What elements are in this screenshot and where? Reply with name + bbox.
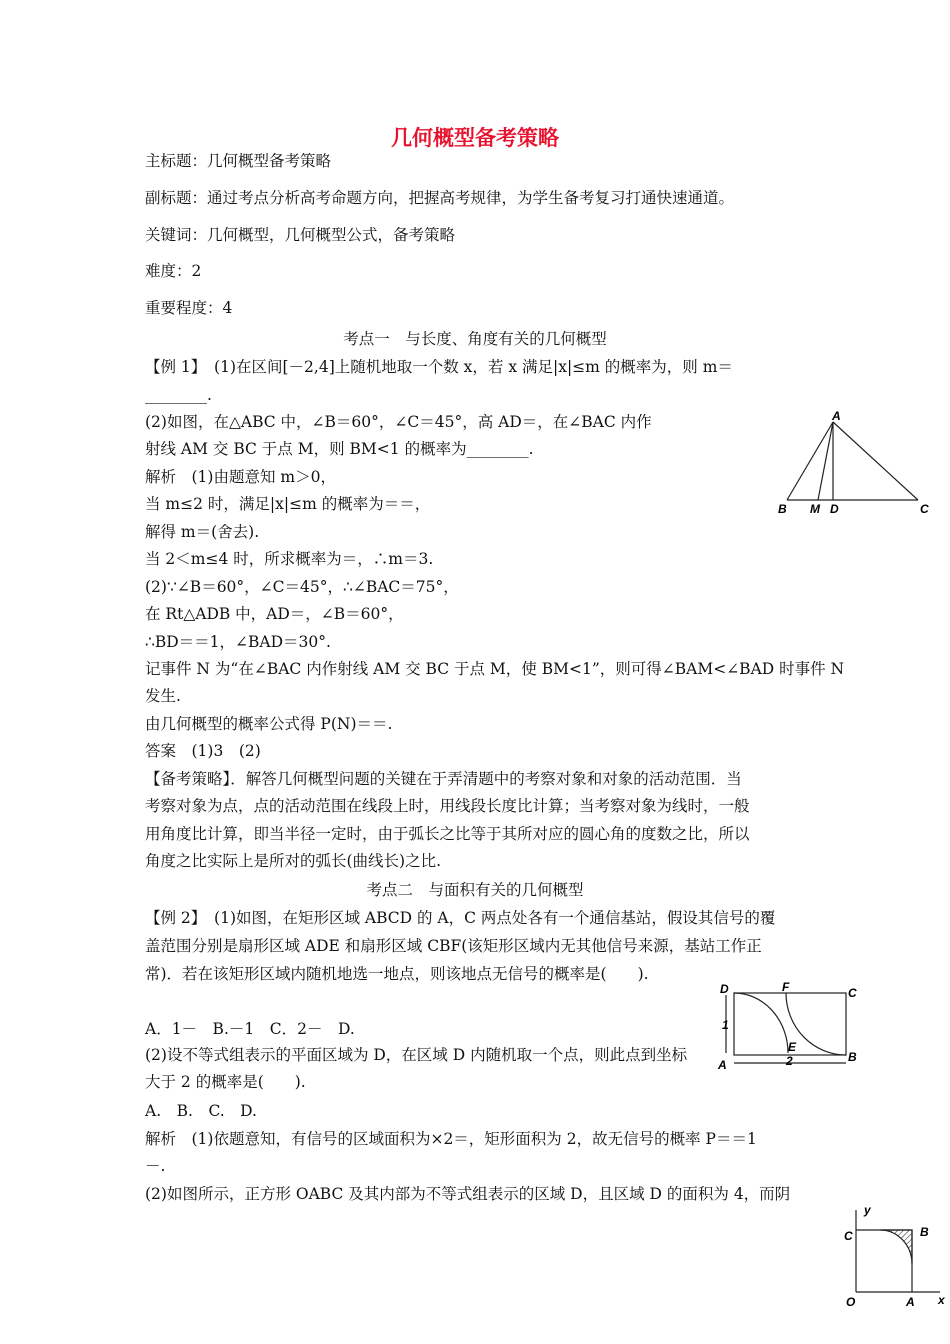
label-y: y — [864, 1203, 871, 1217]
s1-line: 用角度比计算，即当半径一定时，由于弧长之比等于其所对应的圆心角的度数之比，所以 — [145, 825, 750, 843]
label-D: D — [830, 502, 839, 516]
s1-line: 考察对象为点，点的活动范围在线段上时，用线段长度比计算；当考察对象为线时，一般 — [145, 797, 750, 815]
keywords-line: 关键词：几何概型，几何概型公式，备考策略 — [145, 226, 456, 244]
label-F: F — [782, 980, 790, 994]
s1-line: (2)∵∠B＝60°，∠C＝45°，∴∠BAC＝75°， — [145, 578, 459, 596]
label-M: M — [810, 502, 820, 516]
label-O: O — [846, 1295, 856, 1309]
s1-line: 发生. — [145, 687, 181, 705]
subtitle-line: 副标题：通过考点分析高考命题方向，把握高考规律，为学生备考复习打通快速通道。 — [145, 189, 735, 207]
s2-line: 盖范围分别是扇形区域 ADE 和扇形区域 CBF(该矩形区域内无其他信号来源，基站工作正 — [145, 937, 762, 955]
s2-line: 常)．若在该矩形区域内随机地选一地点，则该地点无信号的概率是( ). — [145, 965, 649, 983]
label-B: B — [920, 1225, 929, 1239]
s1-line: 射线 AM 交 BC 于点 M，则 BM<1 的概率为________. — [145, 440, 534, 458]
coordinate-figure — [820, 1203, 950, 1314]
s2-line: 【例 2】 (1)如图，在矩形区域 ABCD 的 A，C 两点处各有一个通信基站，假设其信号的覆 — [145, 909, 776, 927]
section1-heading: 考点一 与长度、角度有关的几何概型 — [343, 330, 607, 348]
label-A: A — [906, 1295, 915, 1309]
main-title-line: 主标题：几何概型备考策略 — [145, 152, 332, 170]
section2-heading: 考点二 与面积有关的几何概型 — [366, 881, 584, 899]
label-C: C — [844, 1229, 853, 1243]
label-C: C — [848, 986, 857, 1000]
importance-line: 重要程度：4 — [145, 299, 233, 317]
triangle-figure — [770, 410, 940, 520]
label-B: B — [848, 1050, 857, 1064]
s1-line: (2)如图，在△ABC 中，∠B＝60°，∠C＝45°，高 AD＝，在∠BAC 内作 — [145, 413, 652, 431]
s2-line: 解析 (1)依题意知，有信号的区域面积为×2＝，矩形面积为 2，故无信号的概率 P＝＝1 — [145, 1130, 757, 1148]
s1-line: 答案 (1)3 (2) — [145, 742, 261, 760]
s2-line: A. B. C. D. — [145, 1102, 257, 1120]
label-A: A — [832, 409, 841, 423]
page-title: 几何概型备考策略 — [391, 126, 559, 150]
s1-line: 当 2＜m≤4 时，所求概率为＝，∴m＝3. — [145, 550, 434, 568]
s1-line: ________. — [145, 386, 212, 404]
label-x: x — [938, 1293, 945, 1307]
label-D: D — [720, 982, 729, 996]
s1-line: 【例 1】 (1)在区间[－2,4]上随机地取一个数 x，若 x 满足|x|≤m 的概率为，则 m＝ — [145, 358, 733, 376]
s2-line: A．1－ B.－1 C．2－ D. — [145, 1020, 355, 1038]
s1-line: 解析 (1)由题意知 m＞0， — [145, 468, 336, 486]
label-1: 1 — [722, 1018, 729, 1032]
label-A: A — [718, 1058, 727, 1072]
label-2: 2 — [786, 1054, 793, 1068]
s1-line: 在 Rt△ADB 中，AD＝，∠B＝60°， — [145, 605, 404, 623]
s1-line: 由几何概型的概率公式得 P(N)＝＝. — [145, 715, 393, 733]
label-E: E — [788, 1040, 797, 1054]
s1-line: 当 m≤2 时，满足|x|≤m 的概率为＝＝， — [145, 495, 431, 513]
s1-line: 解得 m＝(舍去). — [145, 523, 260, 541]
s2-line: －. — [145, 1157, 166, 1175]
rectangle-figure — [712, 980, 862, 1075]
s1-line: 【备考策略】．解答几何概型问题的关键在于弄清题中的考察对象和对象的活动范围．当 — [145, 770, 742, 788]
s2-line: (2)如图所示，正方形 OABC 及其内部为不等式组表示的区域 D，且区域 D 的面积为 4，而阴 — [145, 1185, 791, 1203]
s2-line: 大于 2 的概率是( ). — [145, 1073, 306, 1091]
label-B: B — [778, 502, 787, 516]
s1-line: 记事件 N 为“在∠BAC 内作射线 AM 交 BC 于点 M，使 BM<1”，则可得∠BAM<∠BAD 时事件 N — [145, 660, 845, 678]
s2-line: (2)设不等式组表示的平面区域为 D，在区域 D 内随机取一个点，则此点到坐标 — [145, 1046, 688, 1064]
difficulty-line: 难度：2 — [145, 262, 202, 280]
s1-line: ∴BD＝＝1，∠BAD＝30°. — [145, 633, 331, 651]
s1-line: 角度之比实际上是所对的弧长(曲线长)之比. — [145, 852, 442, 870]
label-C: C — [920, 502, 929, 516]
